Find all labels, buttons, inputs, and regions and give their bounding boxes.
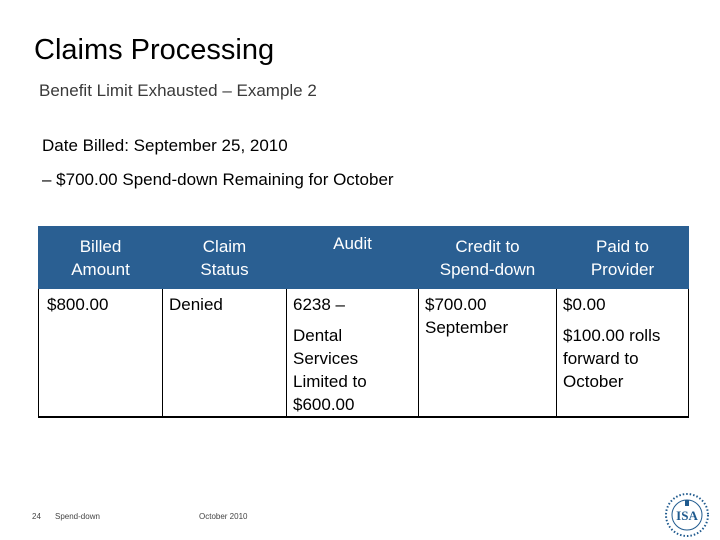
audit-desc-line: Services xyxy=(293,349,359,368)
table-header-row xyxy=(39,227,689,289)
audit-desc-line: Dental xyxy=(293,326,343,345)
audit-desc-line: Limited to xyxy=(293,372,367,391)
cell-paid-to-provider xyxy=(557,289,689,418)
credit-amount: $700.00 xyxy=(425,295,487,314)
header-billed-amount xyxy=(39,227,163,289)
footer-section: Spend-down xyxy=(55,512,100,521)
organization-seal-logo xyxy=(664,492,710,538)
cell-credit-to-spend-down xyxy=(419,289,557,418)
slide-title: Claims Processing xyxy=(34,34,275,66)
header-audit xyxy=(287,227,419,289)
header-text: Amount xyxy=(71,259,130,279)
audit-code: 6238 – xyxy=(293,295,345,314)
paid-amount: $0.00 xyxy=(563,295,606,314)
spend-down-note: – $700.00 Spend-down Remaining for October xyxy=(42,170,394,189)
svg-text:ISA: ISA xyxy=(676,508,698,523)
header-credit-to-spend-down xyxy=(419,227,557,289)
cell-audit xyxy=(287,289,419,418)
header-text: Claim xyxy=(202,236,247,256)
header-text: Billed xyxy=(79,236,122,256)
header-paid-to-provider xyxy=(557,227,689,289)
header-text: Spend-down xyxy=(439,259,536,279)
header-text: Credit to xyxy=(455,236,520,256)
paid-note-line: $100.00 rolls xyxy=(563,326,661,345)
cell-claim-status: Denied xyxy=(163,289,287,418)
footer-date: October 2010 xyxy=(199,512,248,521)
cell-billed-amount: $800.00 xyxy=(39,289,163,418)
header-text: Provider xyxy=(590,259,655,279)
header-text: Status xyxy=(200,259,249,279)
paid-note-line: forward to xyxy=(563,349,639,368)
paid-note-line: October xyxy=(563,372,624,391)
claims-table xyxy=(38,226,689,418)
table-row xyxy=(39,289,689,418)
header-claim-status xyxy=(163,227,287,289)
footer-page-number: 24 xyxy=(32,512,41,521)
date-billed: Date Billed: September 25, 2010 xyxy=(42,136,288,155)
slide-subtitle: Benefit Limit Exhausted – Example 2 xyxy=(39,81,317,100)
header-text: Paid to xyxy=(596,236,649,256)
header-text: Audit xyxy=(333,234,372,253)
audit-desc-line: $600.00 xyxy=(293,395,355,414)
credit-month: September xyxy=(425,318,509,337)
